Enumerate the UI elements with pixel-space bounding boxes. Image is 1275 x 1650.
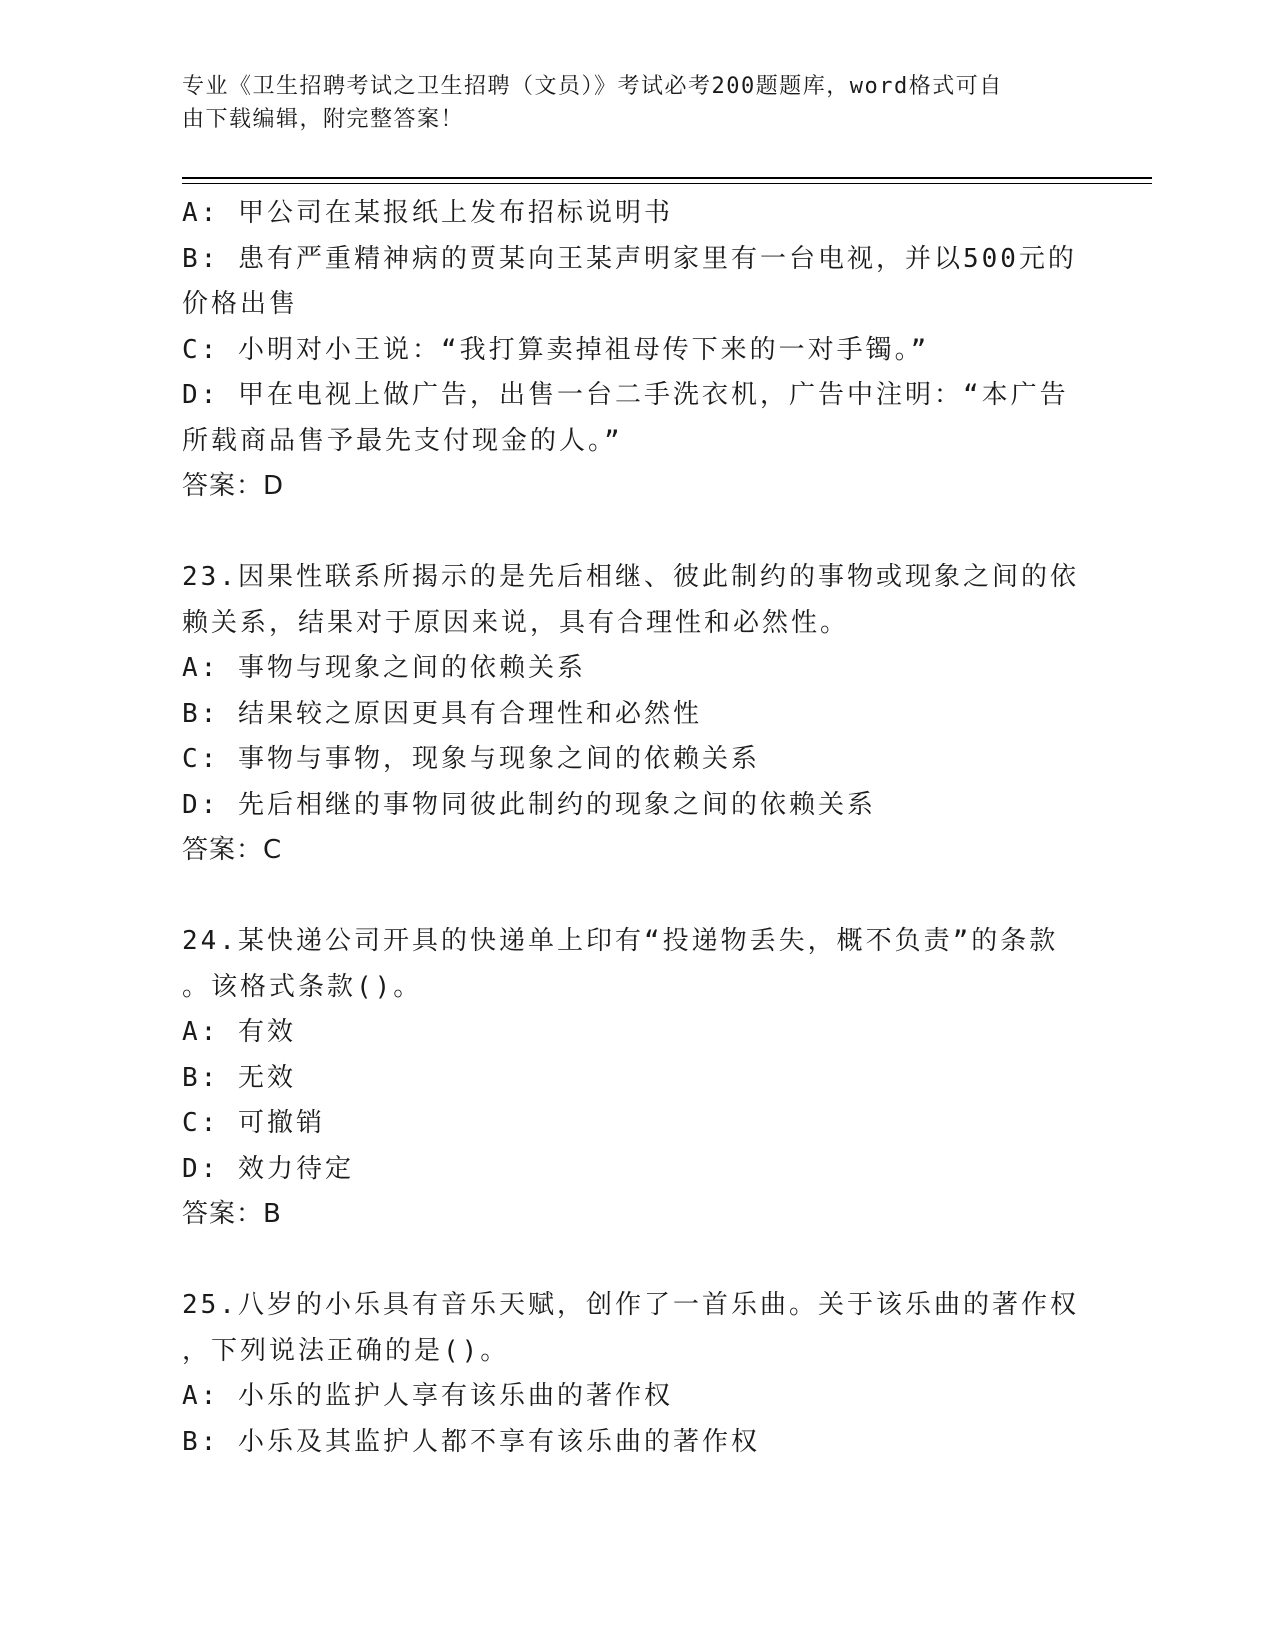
option-b: B: 小乐及其监护人都不享有该乐曲的著作权 [182,1426,760,1457]
document-header [182,70,1082,136]
option-c: C: 可撤销 [182,1108,325,1138]
question-stem-continued: 。该格式条款()。 [182,971,423,1002]
question-spacer [182,1238,1082,1284]
option-d: D: 甲在电视上做广告，出售一台二手洗衣机，广告中注明：“本广告 [182,380,1069,410]
header-line-1: 专业《卫生招聘考试之卫生招聘（文员）》考试必考200题题库，word格式可自 [182,74,1003,99]
question-stem: 23.因果性联系所揭示的是先后相继、彼此制约的事物或现象之间的依 [182,562,1079,592]
option-b: B: 结果较之原因更具有合理性和必然性 [182,698,702,729]
answer: 答案：D [182,471,285,501]
option-a: A: 有效 [182,1017,296,1047]
option-d-continued: 所载商品售予最先支付现金的人。” [182,425,623,456]
question-stem-continued: ，下列说法正确的是()。 [182,1335,510,1366]
option-b-continued: 价格出售 [182,289,299,319]
option-a: A: 甲公司在某报纸上发布招标说明书 [182,198,673,228]
header-divider-thick [182,177,1152,179]
header-divider-thin [182,183,1152,184]
question-stem: 24.某快递公司开具的快递单上印有“投递物丢失，概不负责”的条款 [182,926,1059,956]
answer: 答案：B [182,1199,282,1229]
question-spacer [182,510,1082,556]
question-list [182,191,1082,1465]
option-a: A: 小乐的监护人享有该乐曲的著作权 [182,1381,673,1411]
question-25 [182,1283,1082,1465]
option-a: A: 事物与现象之间的依赖关系 [182,653,586,683]
question-stem-continued: 赖关系，结果对于原因来说，具有合理性和必然性。 [182,607,850,638]
question-stem: 25.八岁的小乐具有音乐天赋，创作了一首乐曲。关于该乐曲的著作权 [182,1290,1079,1320]
question-22 [182,191,1082,510]
option-d: D: 先后相继的事物同彼此制约的现象之间的依赖关系 [182,789,876,820]
question-spacer [182,874,1082,920]
option-c: C: 事物与事物，现象与现象之间的依赖关系 [182,744,760,774]
option-c: C: 小明对小王说：“我打算卖掉祖母传下来的一对手镯。” [182,334,930,365]
header-line-2: 由下载编辑，附完整答案！ [182,107,465,132]
question-24 [182,919,1082,1238]
answer: 答案：C [182,835,283,865]
question-23 [182,555,1082,874]
option-b: B: 患有严重精神病的贾某向王某声明家里有一台电视，并以500元的 [182,243,1077,274]
option-b: B: 无效 [182,1062,296,1093]
option-d: D: 效力待定 [182,1153,354,1184]
